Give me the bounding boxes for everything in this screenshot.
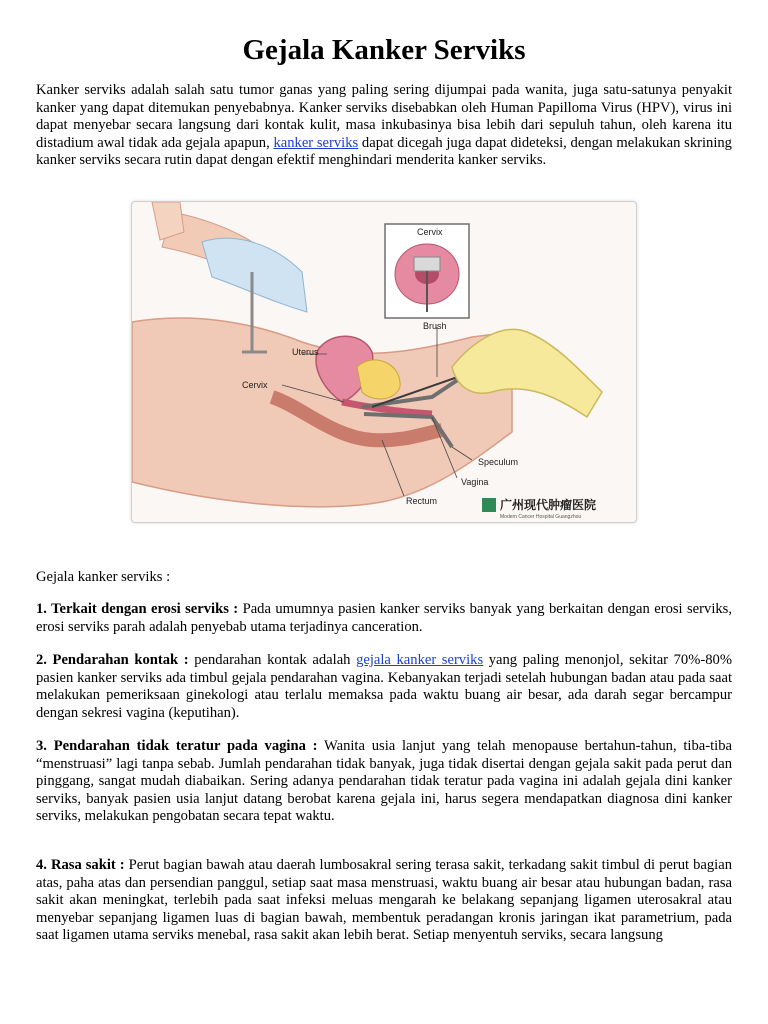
symptom-item-2 bbox=[36, 652, 732, 722]
label-uterus: Uterus bbox=[292, 347, 319, 357]
label-cervix-inset: Cervix bbox=[417, 227, 443, 237]
hospital-logo bbox=[482, 497, 597, 520]
intro-paragraph bbox=[36, 82, 732, 170]
symptom-item-1-label: 1. Terkait dengan erosi serviks : bbox=[36, 601, 239, 617]
hospital-logo-text: 广州现代肿瘤医院 bbox=[500, 498, 597, 512]
kanker-serviks-link[interactable]: kanker serviks bbox=[273, 134, 359, 151]
symptom-item-3 bbox=[36, 738, 732, 826]
label-brush: Brush bbox=[423, 321, 447, 331]
label-vagina: Vagina bbox=[461, 477, 489, 487]
symptom-item-1 bbox=[36, 601, 732, 636]
intro-text-end: dapat dicegah juga dapat dideteksi, dengan melakukan skrining kanker serviks secara rutin dapat dengan efektif menghindari menderita kanker serviks. bbox=[36, 134, 732, 168]
patient-gown bbox=[202, 238, 307, 312]
intro-text-start: Kanker serviks adalah salah satu tumor ganas yang paling sering dijumpai pada wanita, juga satu-satunya penyakit kanker yang dapat ditemukan penyebabnya. Kanker serviks disebabkan oleh Human Papilloma Virus (HPV), virus ini dapat menyebar secara langsung dari kontak kulit, masa inkubasinya bisa lebih dari sepuluh tahun, oleh karena itu distadium awal tidak ada gejala apapun, bbox=[36, 82, 732, 151]
gejala-kanker-serviks-link[interactable]: gejala kanker serviks bbox=[356, 652, 484, 668]
hospital-logo-subtext: Modern Cancer Hospital Guangzhou bbox=[500, 514, 582, 520]
symptom-item-2-text-start: pendarahan kontak adalah bbox=[188, 652, 357, 668]
symptom-item-4 bbox=[36, 857, 732, 945]
symptom-item-4-label: 4. Rasa sakit : bbox=[36, 857, 125, 873]
symptoms-heading: Gejala kanker serviks : bbox=[36, 569, 171, 585]
page-title: Gejala Kanker Serviks bbox=[242, 34, 526, 66]
inset-brush-head bbox=[414, 257, 440, 271]
cervical-screening-illustration bbox=[131, 201, 637, 523]
label-rectum: Rectum bbox=[406, 496, 438, 506]
symptom-item-2-text-end: yang paling menonjol, sekitar 70%-80% pasien kanker serviks ada timbul gejala pendarahan vagina. Kebanyakan terjadi setelah hubungan badan atau pada saat melakukan pemeriksaan ginekologi atau terlalu memaksa pada waktu buang air besar, ada darah segar bercampur dengan sekresi vagina (keputihan). bbox=[36, 652, 732, 721]
label-cervix: Cervix bbox=[242, 380, 268, 390]
symptom-item-3-text: Wanita usia lanjut yang telah menopause bertahun-tahun, tiba-tiba “menstruasi” lagi tanpa sebab. Jumlah pendarahan tidak banyak, juga tidak disertai dengan gejala sakit pada perut dan pinggang, sangat mudah diabaikan. Sering adanya pendarahan tidak teratur pada vagina ini adalah gejala dini kanker serviks, banyak pasien usia lanjut datang berobat karena gejala ini, harus segera mendapatkan diagnosa dini kanker serviks, melakukan pengobatan secara tepat waktu. bbox=[36, 738, 732, 824]
symptom-item-2-label: 2. Pendarahan kontak : bbox=[36, 652, 189, 668]
symptom-item-4-text: Perut bagian bawah atau daerah lumbosakral sering terasa sakit, terkadang sakit timbul di perut bagian atas, paha atas dan persendian panggul, setiap saat masa menstruasi, waktu buang air besar atau hubungan badan, rasa sakit akan meningkat, terlebih pada saat infeksi meluas mengarah ke belakang sepanjang ligamen uterosakral atau menyebar sepanjang ligamen luas di bagian bawah, membentuk peradangan kronis jaringan ikat parametrium, pada saat ligamen utama serviks menebal, rasa sakit akan lebih berat. Setiap menyentuh serviks, secara langsung bbox=[36, 857, 732, 943]
anatomy-diagram bbox=[132, 202, 636, 522]
hospital-logo-icon bbox=[482, 498, 496, 512]
symptom-item-3-label: 3. Pendarahan tidak teratur pada vagina : bbox=[36, 738, 318, 754]
label-speculum: Speculum bbox=[478, 457, 519, 467]
symptom-item-1-text: Pada umumnya pasien kanker serviks banyak yang berkaitan dengan erosi serviks, erosi serviks parah adalah penyebab utama terjadinya canceration. bbox=[36, 601, 732, 635]
